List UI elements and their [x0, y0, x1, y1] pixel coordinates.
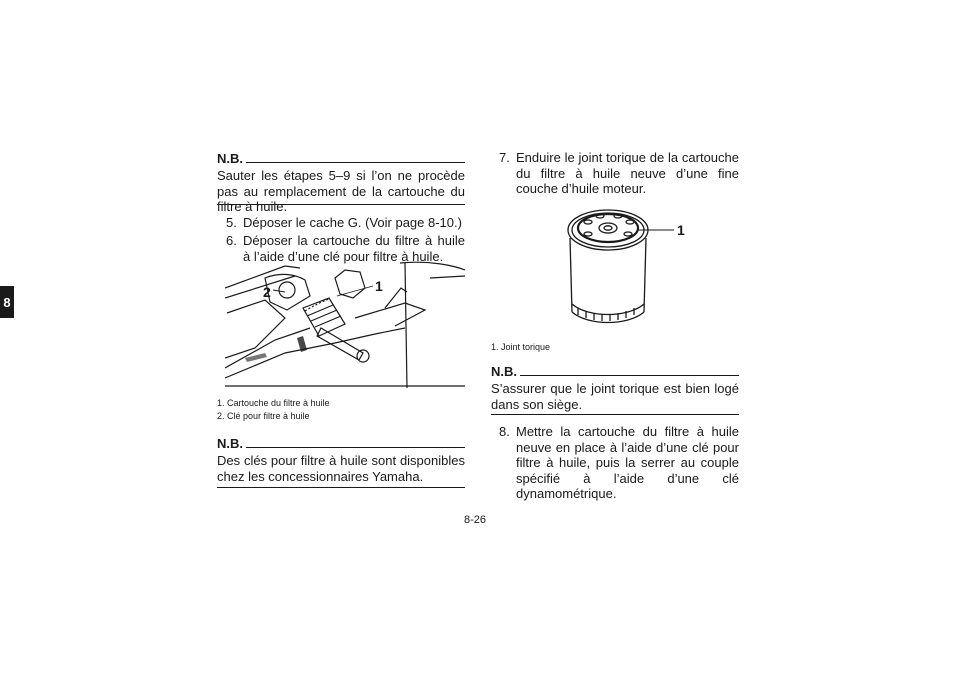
oil-filter-removal-illustration — [225, 258, 465, 393]
note-header — [217, 436, 465, 451]
note-header — [491, 364, 739, 379]
note-label: N.B. — [491, 364, 517, 379]
note-end-rule — [217, 487, 465, 488]
step-number: 5. — [226, 215, 237, 230]
note-label: N.B. — [217, 151, 243, 166]
callout-1: 1 — [375, 278, 383, 294]
figure-caption-list — [217, 397, 465, 423]
callout-2: 2 — [263, 284, 271, 300]
caption-item: 1. Cartouche du filtre à huile — [217, 398, 330, 408]
step-text: Enduire le joint torique de la cartouche du filtre à huile neuve d’une fine couche d’huile moteur. — [516, 150, 739, 196]
callout-1: 1 — [677, 222, 685, 238]
step-text: Mettre la cartouche du filtre à huile neuve en place à l’aide d’une clé pour filtre à huile, puis la serrer au couple spécifié à l’aide d’une clé dynamométrique. — [516, 424, 739, 501]
step-text: Déposer le cache G. (Voir page 8-10.) — [243, 215, 462, 230]
note-label: N.B. — [217, 436, 243, 451]
step-8 — [499, 424, 739, 502]
step-number: 7. — [499, 150, 510, 165]
step-7 — [499, 150, 739, 197]
note-text: Des clés pour filtre à huile sont disponibles chez les concessionnaires Yamaha. — [217, 453, 465, 484]
note-header — [217, 151, 465, 166]
figure-caption-list — [491, 341, 739, 354]
caption-item: 2. Clé pour filtre à huile — [217, 411, 310, 421]
step-number: 6. — [226, 233, 237, 248]
caption-item: 1. Joint torique — [491, 342, 551, 352]
note-end-rule — [491, 414, 739, 415]
note-text: S’assurer que le joint torique est bien logé dans son siège. — [491, 381, 739, 412]
step-number: 8. — [499, 424, 510, 439]
note-text: Sauter les étapes 5–9 si l’on ne procède pas au remplacement de la cartouche du filtre à huile. — [217, 168, 465, 214]
step-text: Déposer la cartouche du filtre à huile à l’aide d’une clé pour filtre à huile. — [243, 233, 465, 264]
page-number: 8-26 — [464, 514, 487, 526]
chapter-tab: 8 — [0, 286, 14, 318]
step-5 — [226, 215, 465, 231]
note-end-rule — [217, 204, 465, 205]
oil-filter-cartridge-illustration — [560, 200, 700, 340]
